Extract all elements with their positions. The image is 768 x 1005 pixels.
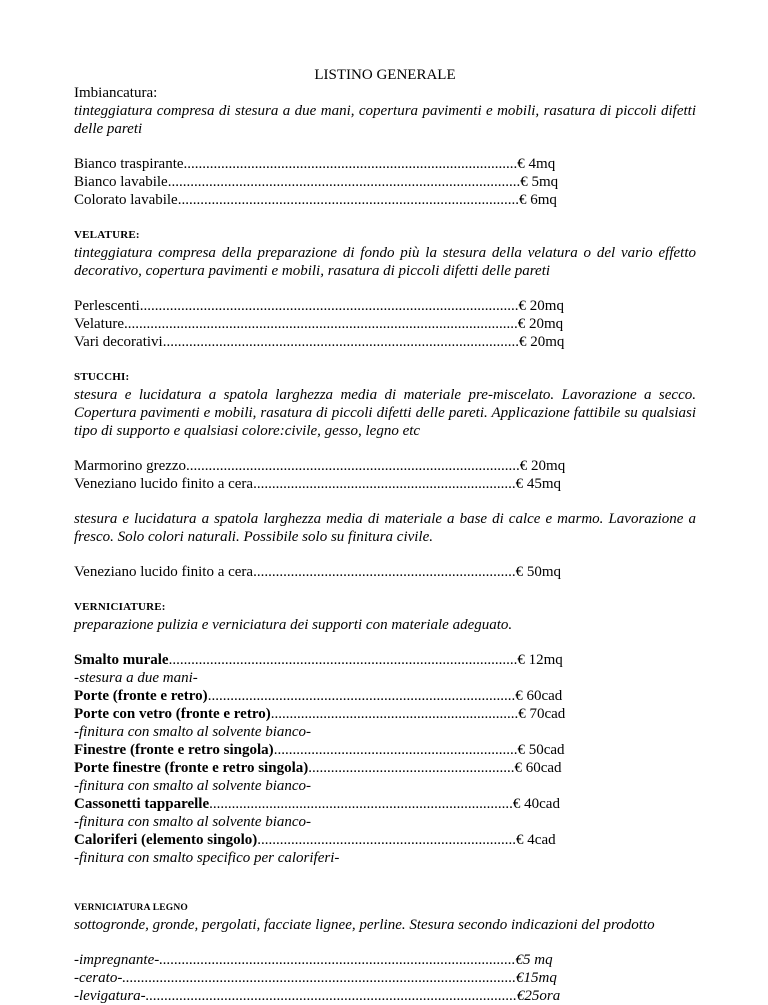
price-item [74, 831, 696, 849]
section-heading-imbiancatura: Imbiancatura: [74, 85, 158, 101]
price-item: Bianco traspirante.........................................................................................€ 4mq [74, 156, 556, 172]
price-list-page [74, 66, 696, 1005]
page-title: LISTINO GENERALE [314, 67, 456, 83]
section-heading-verniciature: VERNICIATURE: [74, 601, 166, 613]
price-item: Vari decorativi...............................................................................................€ 20mq [74, 334, 565, 350]
price-item-dots-price: .....................................................................€ 4cad [257, 832, 556, 848]
price-item: Velature.........................................................................................................€ 20mq [74, 316, 564, 332]
price-item-name: Porte finestre (fronte e retro singola) [74, 760, 309, 776]
price-item [74, 705, 696, 723]
section-description: preparazione pulizia e verniciatura dei supporti con materiale adeguato. [74, 617, 513, 633]
price-item: Perlescenti.....................................................................................................€ 20mq [74, 298, 564, 314]
verniciature-list [74, 651, 696, 867]
price-item [74, 741, 696, 759]
price-item [74, 687, 696, 705]
finish-note: -finitura con smalto al solvente bianco- [74, 814, 312, 830]
price-item: Colorato lavabile...........................................................................................€ 6mq [74, 192, 557, 208]
price-item: -levigatura-...................................................................................................€25ora [74, 988, 561, 1004]
price-item: -cerato-.........................................................................................................€15mq [74, 970, 557, 986]
finish-note: -finitura con smalto al solvente bianco- [74, 724, 312, 740]
section-heading-verniciatura-legno: VERNICIATURA LEGNO [74, 903, 189, 913]
finish-note: -finitura con smalto al solvente bianco- [74, 778, 312, 794]
price-item-dots-price: .............................................................................................€ 12mq [168, 652, 563, 668]
price-item [74, 759, 696, 777]
price-item: Marmorino grezzo.........................................................................................€ 20mq [74, 458, 566, 474]
section-description: sottogronde, gronde, pergolati, facciate lignee, perline. Stesura secondo indicazioni del prodotto [74, 917, 655, 933]
price-item: Veneziano lucido finito a cera......................................................................€ 50mq [74, 564, 562, 580]
price-item-name: Cassonetti tapparelle [74, 796, 210, 812]
price-item-name: Porte con vetro (fronte e retro) [74, 706, 271, 722]
price-item: Bianco lavabile..............................................................................................€ 5mq [74, 174, 559, 190]
price-item-name: Porte (fronte e retro) [74, 688, 208, 704]
price-item-name: Finestre (fronte e retro singola) [74, 742, 274, 758]
section-heading-velature: VELATURE: [74, 229, 140, 241]
price-item-dots-price: .................................................................................€ 40cad [209, 796, 560, 812]
price-item-dots-price: .......................................................€ 60cad [308, 760, 562, 776]
price-item-dots-price: ..................................................................€ 70cad [270, 706, 566, 722]
price-item [74, 795, 696, 813]
section-description: stesura e lucidatura a spatola larghezza media di materiale pre-miscelato. Lavorazione a secco. Copertura pavimenti e mobili, rasatura di piccoli difetti delle pareti. Applicazione fattibile su qualsiasi tipo di supporto e qualsiasi colore:civile, gesso, legno etc [74, 387, 696, 439]
price-item-name: Smalto murale [74, 652, 169, 668]
section-heading-stucchi: STUCCHI: [74, 371, 130, 383]
price-item-dots-price: ..................................................................................€ 60cad [207, 688, 563, 704]
section-description: stesura e lucidatura a spatola larghezza media di materiale a base di calce e marmo. Lavorazione a fresco. Solo colori naturali. Possibile solo su finitura civile. [74, 511, 696, 545]
finish-note: -finitura con smalto specifico per caloriferi- [74, 850, 340, 866]
price-item-name: Caloriferi (elemento singolo) [74, 832, 258, 848]
price-item: -impregnante-...............................................................................................€5 mq [74, 952, 553, 968]
section-description: tinteggiatura compresa di stesura a due mani, copertura pavimenti e mobili, rasatura di piccoli difetti delle pareti [74, 103, 696, 137]
price-item: Veneziano lucido finito a cera......................................................................€ 45mq [74, 476, 562, 492]
price-item-dots-price: .................................................................€ 50cad [273, 742, 565, 758]
price-item [74, 651, 696, 669]
section-description: tinteggiatura compresa della preparazione di fondo più la stesura della velatura o del vario effetto decorativo, copertura pavimenti e mobili, rasatura di piccoli difetti delle pareti [74, 245, 696, 279]
finish-note: -stesura a due mani- [74, 670, 198, 686]
